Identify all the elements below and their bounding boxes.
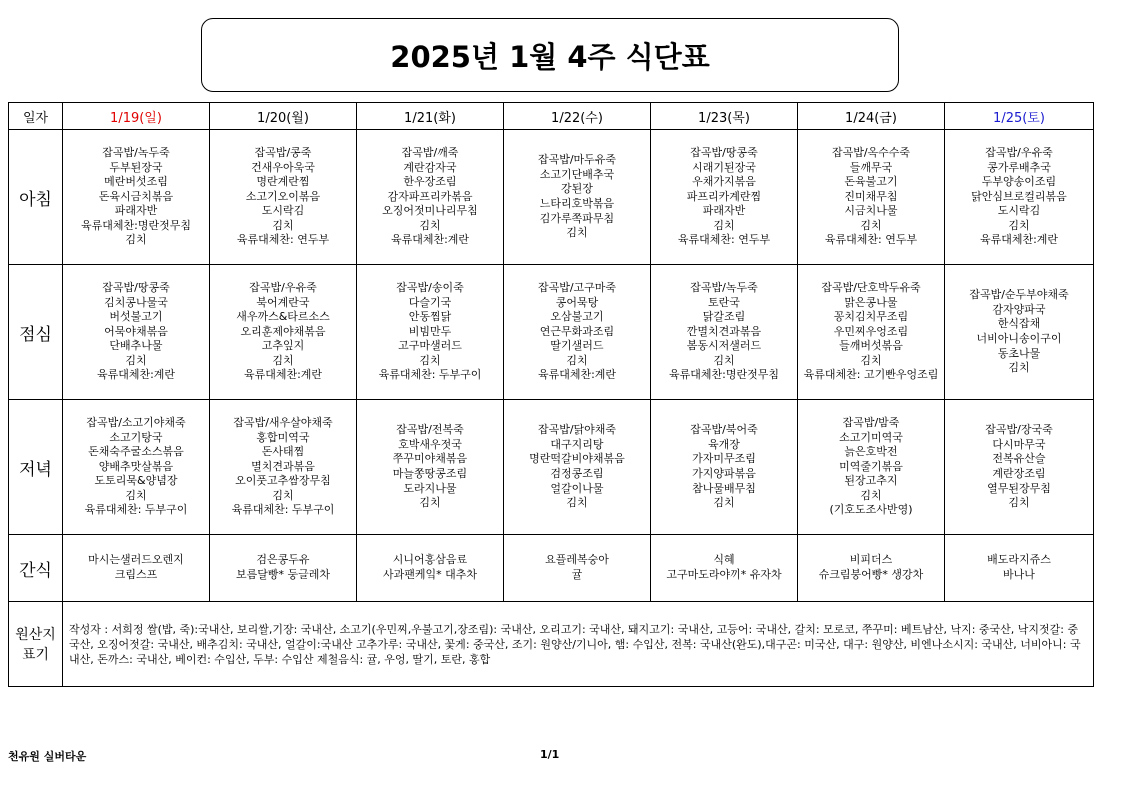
menu-item: 소고기미역국 xyxy=(839,430,903,444)
menu-item: 김치 xyxy=(566,353,588,367)
menu-item: 두부된장국 xyxy=(109,160,163,174)
menu-item: 연근무화과조림 xyxy=(539,324,615,338)
breakfast-menu-cell xyxy=(357,130,504,265)
origin-label-cell: 원산지 표기 xyxy=(9,602,63,687)
menu-item: 들깨버섯볶음 xyxy=(839,339,903,353)
menu-item: 잡곡밥/순두부야채죽 xyxy=(969,288,1069,302)
date-header-label: 일자 xyxy=(9,103,63,130)
dinner-menu-cell xyxy=(63,400,210,535)
menu-item: 메란버섯조림 xyxy=(104,175,168,189)
menu-item: 김치 xyxy=(1008,218,1030,232)
menu-item: 사과팬케잌* 대추차 xyxy=(382,568,477,581)
menu-item: 육개장 xyxy=(708,437,740,451)
menu-item: 얼갈이나물 xyxy=(550,481,604,495)
menu-item: 도라지나물 xyxy=(403,481,457,495)
menu-item: 김치 xyxy=(125,488,147,502)
dinner-row xyxy=(9,400,1094,535)
menu-item: 김치 xyxy=(713,496,735,510)
snack-menu-cell xyxy=(651,535,798,602)
menu-item: 김치 xyxy=(272,218,294,232)
menu-item: 오리훈제야채볶음 xyxy=(240,324,326,338)
menu-item: (기호도조사반영) xyxy=(829,503,913,517)
snack-menu-cell xyxy=(798,535,945,602)
day-header: 1/25(토) xyxy=(945,103,1094,130)
menu-item: 콩가루배추국 xyxy=(987,160,1051,174)
menu-item: 김치 xyxy=(860,218,882,232)
menu-item: 단배추나물 xyxy=(109,339,163,353)
menu-item: 다시마무국 xyxy=(992,437,1046,451)
menu-item: 돈육불고기 xyxy=(844,175,898,189)
menu-item: 김치 xyxy=(566,226,588,240)
menu-item: 가지양파볶음 xyxy=(692,467,756,480)
lunch-menu-cell xyxy=(357,265,504,400)
menu-item: 전복유산슬 xyxy=(992,452,1046,466)
menu-item: 명란떡갈비야채볶음 xyxy=(529,452,625,466)
menu-item: 명란계란찜 xyxy=(256,175,310,189)
dinner-menu-cell xyxy=(945,400,1094,535)
snack-menu-cell xyxy=(945,535,1094,602)
menu-item: 검정콩조림 xyxy=(550,467,604,480)
menu-item: 잡곡밥/단호박두유죽 xyxy=(821,280,921,294)
menu-item: 고구마도라야끼* 유자차 xyxy=(666,568,782,581)
menu-item: 열무된장무침 xyxy=(987,481,1051,495)
menu-item: 김치 xyxy=(419,218,441,232)
snack-menu-cell xyxy=(210,535,357,602)
menu-item: 검은콩두유 xyxy=(256,553,310,567)
menu-item: 닭갈조림 xyxy=(702,310,746,324)
header-row xyxy=(9,103,1094,130)
snack-menu-cell xyxy=(63,535,210,602)
menu-item: 김치 xyxy=(566,496,588,510)
menu-item: 육류대체찬:계란 xyxy=(979,233,1059,247)
menu-item: 김치 xyxy=(1008,496,1030,510)
menu-item: 파래자반 xyxy=(702,204,746,218)
menu-item: 시니어홍삼음료 xyxy=(392,553,468,567)
breakfast-menu-cell xyxy=(651,130,798,265)
menu-item: 크림스프 xyxy=(114,568,158,581)
menu-item: 돈육시금치볶음 xyxy=(98,189,174,203)
snack-label: 간식 xyxy=(9,535,63,602)
breakfast-menu-cell xyxy=(504,130,651,265)
menu-item: 육류대체찬: 연두부 xyxy=(236,233,330,247)
menu-item: 고추잎지 xyxy=(261,339,305,353)
menu-item: 김치 xyxy=(125,353,147,367)
menu-item: 참나물배무침 xyxy=(692,481,756,495)
menu-item: 육류대체찬:명란젓무침 xyxy=(81,218,191,232)
menu-item: 다슬기국 xyxy=(408,295,452,309)
day-header: 1/23(목) xyxy=(651,103,798,130)
menu-item: 진미채무침 xyxy=(844,189,898,203)
menu-item: 김치 xyxy=(419,353,441,367)
snack-menu-cell xyxy=(504,535,651,602)
menu-item: 바나나 xyxy=(1003,568,1035,581)
menu-item: 육류대체찬: 두부구이 xyxy=(84,503,188,517)
menu-item: 육류대체찬: 연두부 xyxy=(677,233,771,247)
menu-item: 마늘쫑땅콩조림 xyxy=(392,467,468,480)
menu-item: 한우장조림 xyxy=(403,175,457,189)
menu-item: 잡곡밥/녹두죽 xyxy=(102,145,170,159)
menu-item: 슈크림붕어빵* 생강차 xyxy=(818,568,924,581)
menu-item: 도시락김 xyxy=(261,204,305,218)
menu-item: 비피더스 xyxy=(849,553,893,567)
menu-item: 깐멸치견과볶음 xyxy=(686,324,762,338)
menu-item: 김치 xyxy=(860,353,882,367)
lunch-menu-cell xyxy=(63,265,210,400)
lunch-menu-cell xyxy=(651,265,798,400)
menu-item: 멸치견과볶음 xyxy=(251,459,315,473)
menu-item: 꽁치김치무조림 xyxy=(833,310,909,324)
menu-item: 봄동시저샐러드 xyxy=(686,339,762,353)
menu-item: 육류대체찬:계란 xyxy=(390,233,470,247)
menu-item: 어묵야채볶음 xyxy=(104,324,168,338)
menu-item: 잡곡밥/콩죽 xyxy=(254,145,312,159)
menu-item: 파래자반 xyxy=(114,204,158,218)
menu-item: 대구지리탕 xyxy=(550,437,604,451)
dinner-menu-cell xyxy=(798,400,945,535)
menu-item: 느타리호박볶음 xyxy=(539,197,615,210)
menu-item: 육류대체찬:계란 xyxy=(96,368,176,382)
origin-row xyxy=(9,602,1094,687)
menu-item: 잡곡밥/밤죽 xyxy=(842,415,900,429)
lunch-row xyxy=(9,265,1094,400)
menu-item: 미역줄기볶음 xyxy=(839,459,903,473)
menu-item: 소고기탕국 xyxy=(109,430,163,444)
menu-table xyxy=(8,102,1094,687)
menu-item: 잡곡밥/녹두죽 xyxy=(690,280,758,294)
menu-item: 두부양송이조림 xyxy=(981,175,1057,189)
menu-item: 양배추맛살볶음 xyxy=(98,459,174,473)
menu-item: 보름달빵* 둥글레차 xyxy=(235,568,330,581)
menu-item: 토란국 xyxy=(708,295,740,309)
menu-item: 김치 xyxy=(272,353,294,367)
origin-text: 작성자 : 서희정 쌀(밥, 죽):국내산, 보리쌀,기장: 국내산, 소고기(우민찌,우불고기,장조림): 국내산, 오리고기: 국내산, 돼지고기: 국내산, 고등어: 국내산, 갈치: 모로코, 쭈꾸미: 베트남산, 낙지: 중국산, 낙지젓갈: 중국산, 오징어젓갈: 국내산, 배추김치: 국내산, 얼갈이:국내산 고추가루: 국내산, 꽃게: 중국산, 조기: 원양산/기니아, 햄: 수입산, 전복: 국내산(완도),대구곤: 미국산, 대구: 원양산, 비엔나소시지: 국내산, 너비아니: 국내산, 돈까스: 국내산, 베이컨: 수입산, 두부: 수입산 제철음식: 귤, 우엉, 딸기, 토란, 홍합 xyxy=(63,602,1094,687)
menu-item: 김치 xyxy=(125,233,147,247)
breakfast-menu-cell xyxy=(210,130,357,265)
menu-item: 육류대체찬: 두부구이 xyxy=(231,503,335,517)
menu-item: 김치콩나물국 xyxy=(104,295,168,309)
breakfast-label: 아침 xyxy=(9,130,63,265)
breakfast-menu-cell xyxy=(63,130,210,265)
menu-item: 육류대체찬:명란젓무침 xyxy=(669,368,779,382)
menu-item: 김치 xyxy=(713,218,735,232)
menu-item: 잡곡밥/우유죽 xyxy=(985,145,1053,159)
menu-item: 계란감자국 xyxy=(403,160,457,174)
menu-item: 오이풋고추쌈장무침 xyxy=(235,474,331,488)
day-header: 1/24(금) xyxy=(798,103,945,130)
menu-item: 된장고추지 xyxy=(844,474,898,488)
menu-item: 버섯불고기 xyxy=(109,310,163,324)
menu-item: 도토리묵&양념장 xyxy=(94,474,178,488)
menu-item: 잡곡밥/깨죽 xyxy=(401,145,459,159)
menu-item: 시래기된장국 xyxy=(692,160,756,174)
menu-item: 들깨무국 xyxy=(849,160,893,174)
menu-item: 파프리카계란찜 xyxy=(686,189,762,203)
menu-item: 잡곡밥/소고기야채죽 xyxy=(86,415,186,429)
menu-item: 김치 xyxy=(272,488,294,502)
menu-item: 감자양파국 xyxy=(992,302,1046,316)
lunch-menu-cell xyxy=(798,265,945,400)
menu-item: 강된장 xyxy=(561,182,593,196)
lunch-menu-cell xyxy=(210,265,357,400)
menu-item: 호박새우젓국 xyxy=(398,437,462,451)
menu-item: 닭안심브로컬리볶음 xyxy=(971,189,1067,203)
menu-item: 잡곡밥/장국죽 xyxy=(985,423,1053,437)
page-title: 2025년 1월 4주 식단표 xyxy=(201,18,899,92)
dinner-menu-cell xyxy=(651,400,798,535)
menu-item: 딸기샐러드 xyxy=(550,339,604,353)
menu-item: 소고기오이볶음 xyxy=(245,189,321,203)
menu-item: 식혜 xyxy=(713,553,735,567)
menu-item: 잡곡밥/우유죽 xyxy=(249,280,317,294)
menu-item: 고구마샐러드 xyxy=(398,339,462,353)
dinner-menu-cell xyxy=(210,400,357,535)
menu-item: 동초나물 xyxy=(997,346,1041,360)
breakfast-menu-cell xyxy=(945,130,1094,265)
menu-item: 한식잡채 xyxy=(997,317,1041,331)
menu-item: 육류대체찬: 두부구이 xyxy=(378,368,482,382)
menu-item: 잡곡밥/땅콩죽 xyxy=(690,145,758,159)
lunch-menu-cell xyxy=(504,265,651,400)
day-header: 1/22(수) xyxy=(504,103,651,130)
menu-item: 잡곡밥/고구마죽 xyxy=(537,280,617,294)
menu-item: 잡곡밥/송이죽 xyxy=(396,280,464,294)
menu-item: 소고기단배추국 xyxy=(539,167,615,181)
day-header: 1/20(월) xyxy=(210,103,357,130)
menu-item: 북어계란국 xyxy=(256,295,310,309)
menu-item: 감자파프리카볶음 xyxy=(387,189,473,203)
footer-page-number: 1/1 xyxy=(540,748,560,761)
menu-item: 배도라지쥬스 xyxy=(987,553,1051,567)
menu-item: 안동찜닭 xyxy=(408,310,452,324)
menu-item: 맑은콩나물 xyxy=(844,295,898,309)
menu-item: 쭈꾸미야채볶음 xyxy=(392,452,468,466)
menu-item: 오징어젓미나리무침 xyxy=(382,204,478,218)
day-header: 1/21(화) xyxy=(357,103,504,130)
menu-item: 육류대체찬: 고기빤우엉조림 xyxy=(803,368,939,382)
snack-menu-cell xyxy=(357,535,504,602)
menu-item: 요플레복숭아 xyxy=(545,553,609,567)
dinner-label: 저녁 xyxy=(9,400,63,535)
menu-item: 돈사태찜 xyxy=(261,445,305,459)
menu-item: 마시는샐러드오렌지 xyxy=(88,553,184,567)
menu-item: 가자미무조림 xyxy=(692,452,756,466)
dinner-menu-cell xyxy=(357,400,504,535)
menu-item: 새우까스&타르소스 xyxy=(236,310,330,324)
menu-item: 우채가지볶음 xyxy=(692,175,756,189)
menu-item: 김치 xyxy=(419,496,441,510)
menu-item: 육류대체찬:계란 xyxy=(537,368,617,382)
menu-item: 돈채숙주굴소스볶음 xyxy=(88,445,184,459)
dinner-menu-cell xyxy=(504,400,651,535)
day-header: 1/19(일) xyxy=(63,103,210,130)
menu-item: 시금치나물 xyxy=(844,204,898,218)
menu-item: 늙은호박전 xyxy=(844,445,898,459)
menu-item: 우민찌우엉조림 xyxy=(833,324,909,338)
menu-item: 잡곡밥/새우살야채죽 xyxy=(233,415,333,429)
menu-item: 육류대체찬:계란 xyxy=(243,368,323,382)
breakfast-row xyxy=(9,130,1094,265)
breakfast-menu-cell xyxy=(798,130,945,265)
menu-item: 건새우아욱국 xyxy=(251,160,315,174)
menu-item: 잡곡밥/전복죽 xyxy=(396,423,464,437)
menu-item: 잡곡밥/북어죽 xyxy=(690,423,758,437)
menu-item: 육류대체찬: 연두부 xyxy=(824,233,918,247)
menu-item: 오삼불고기 xyxy=(550,310,604,324)
menu-item: 너비아니송이구이 xyxy=(976,332,1062,345)
menu-item: 비빔만두 xyxy=(408,324,452,338)
menu-item: 홍합미역국 xyxy=(256,430,310,444)
menu-item: 잡곡밥/땅콩죽 xyxy=(102,280,170,294)
menu-item: 잡곡밥/닭야채죽 xyxy=(537,423,617,437)
snack-row xyxy=(9,535,1094,602)
menu-item: 귤 xyxy=(571,568,583,581)
lunch-label: 점심 xyxy=(9,265,63,400)
menu-item: 김치 xyxy=(860,488,882,502)
menu-item: 김가루쪽파무침 xyxy=(539,211,615,225)
menu-item: 콩어묵탕 xyxy=(555,295,599,309)
footer-organization: 천유원 실버타운 xyxy=(8,750,87,763)
menu-item: 도시락김 xyxy=(997,204,1041,218)
menu-item: 잡곡밥/옥수수죽 xyxy=(831,145,911,159)
menu-item: 잡곡밥/마두유죽 xyxy=(537,153,617,167)
menu-item: 김치 xyxy=(1008,361,1030,375)
lunch-menu-cell xyxy=(945,265,1094,400)
menu-item: 계란장조림 xyxy=(992,467,1046,480)
menu-item: 김치 xyxy=(713,353,735,367)
